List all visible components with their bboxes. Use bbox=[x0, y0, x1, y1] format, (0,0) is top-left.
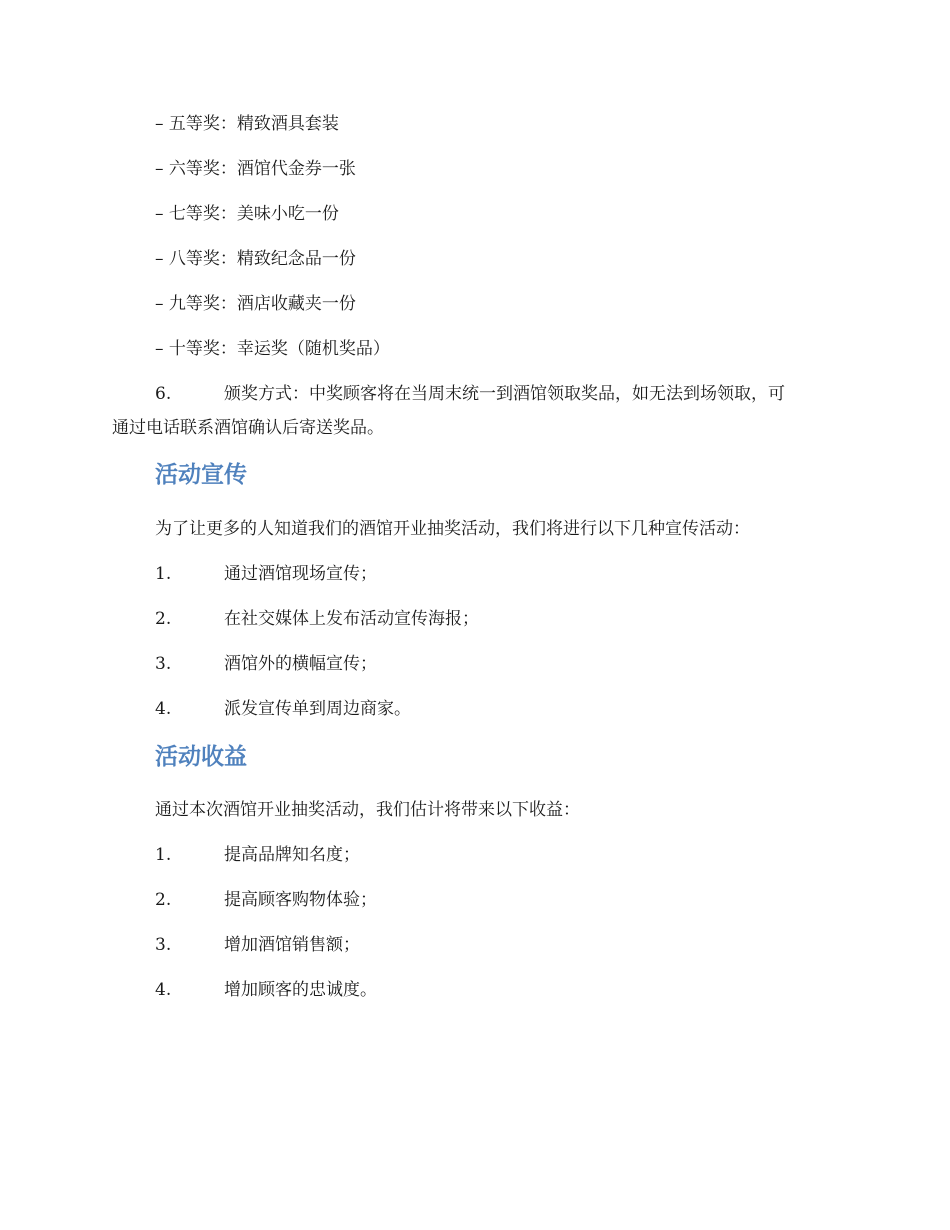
list-text: 增加酒馆销售额； bbox=[224, 935, 360, 955]
list-number: 4. bbox=[155, 980, 172, 1000]
award-method-line-1: 颁奖方式：中奖顾客将在当周末统一到酒馆领取奖品，如无法到场领取，可 bbox=[224, 384, 785, 404]
list-number: 1. bbox=[155, 564, 172, 584]
benefits-list-item bbox=[0, 978, 950, 1002]
prize-item-sixth: – 六等奖：酒馆代金券一张 bbox=[155, 159, 356, 179]
section-heading-promotion: 活动宣传 bbox=[155, 462, 247, 488]
list-number: 4. bbox=[155, 699, 172, 719]
award-method-line-2: 通过电话联系酒馆确认后寄送奖品。 bbox=[112, 418, 384, 438]
benefits-list-item bbox=[0, 933, 950, 957]
prize-item-tenth: – 十等奖：幸运奖（随机奖品） bbox=[155, 339, 390, 359]
list-number: 1. bbox=[155, 845, 172, 865]
prize-item-eighth: – 八等奖：精致纪念品一份 bbox=[155, 249, 356, 269]
prize-item-seventh: – 七等奖：美味小吃一份 bbox=[155, 204, 339, 224]
prize-item-fifth: – 五等奖：精致酒具套装 bbox=[155, 114, 339, 134]
list-text: 增加顾客的忠诚度。 bbox=[224, 980, 377, 1000]
list-text: 提高顾客购物体验； bbox=[224, 890, 377, 910]
prize-item-ninth: – 九等奖：酒店收藏夹一份 bbox=[155, 294, 356, 314]
list-number: 3. bbox=[155, 935, 172, 955]
promotion-intro: 为了让更多的人知道我们的酒馆开业抽奖活动，我们将进行以下几种宣传活动： bbox=[155, 519, 750, 539]
award-method-paragraph bbox=[112, 377, 842, 445]
award-method-number: 6. bbox=[155, 384, 172, 404]
promotion-list-item bbox=[0, 652, 950, 676]
list-number: 2. bbox=[155, 609, 172, 629]
promotion-list-item bbox=[0, 607, 950, 631]
list-text: 在社交媒体上发布活动宣传海报； bbox=[224, 609, 479, 629]
benefits-list-item bbox=[0, 843, 950, 867]
list-number: 2. bbox=[155, 890, 172, 910]
list-number: 3. bbox=[155, 654, 172, 674]
list-text: 通过酒馆现场宣传； bbox=[224, 564, 377, 584]
section-heading-benefits: 活动收益 bbox=[155, 744, 247, 770]
list-text: 酒馆外的横幅宣传； bbox=[224, 654, 377, 674]
list-text: 提高品牌知名度； bbox=[224, 845, 360, 865]
promotion-list-item bbox=[0, 562, 950, 586]
benefits-list-item bbox=[0, 888, 950, 912]
promotion-list-item bbox=[0, 697, 950, 721]
benefits-intro: 通过本次酒馆开业抽奖活动，我们估计将带来以下收益： bbox=[155, 800, 580, 820]
list-text: 派发宣传单到周边商家。 bbox=[224, 699, 411, 719]
